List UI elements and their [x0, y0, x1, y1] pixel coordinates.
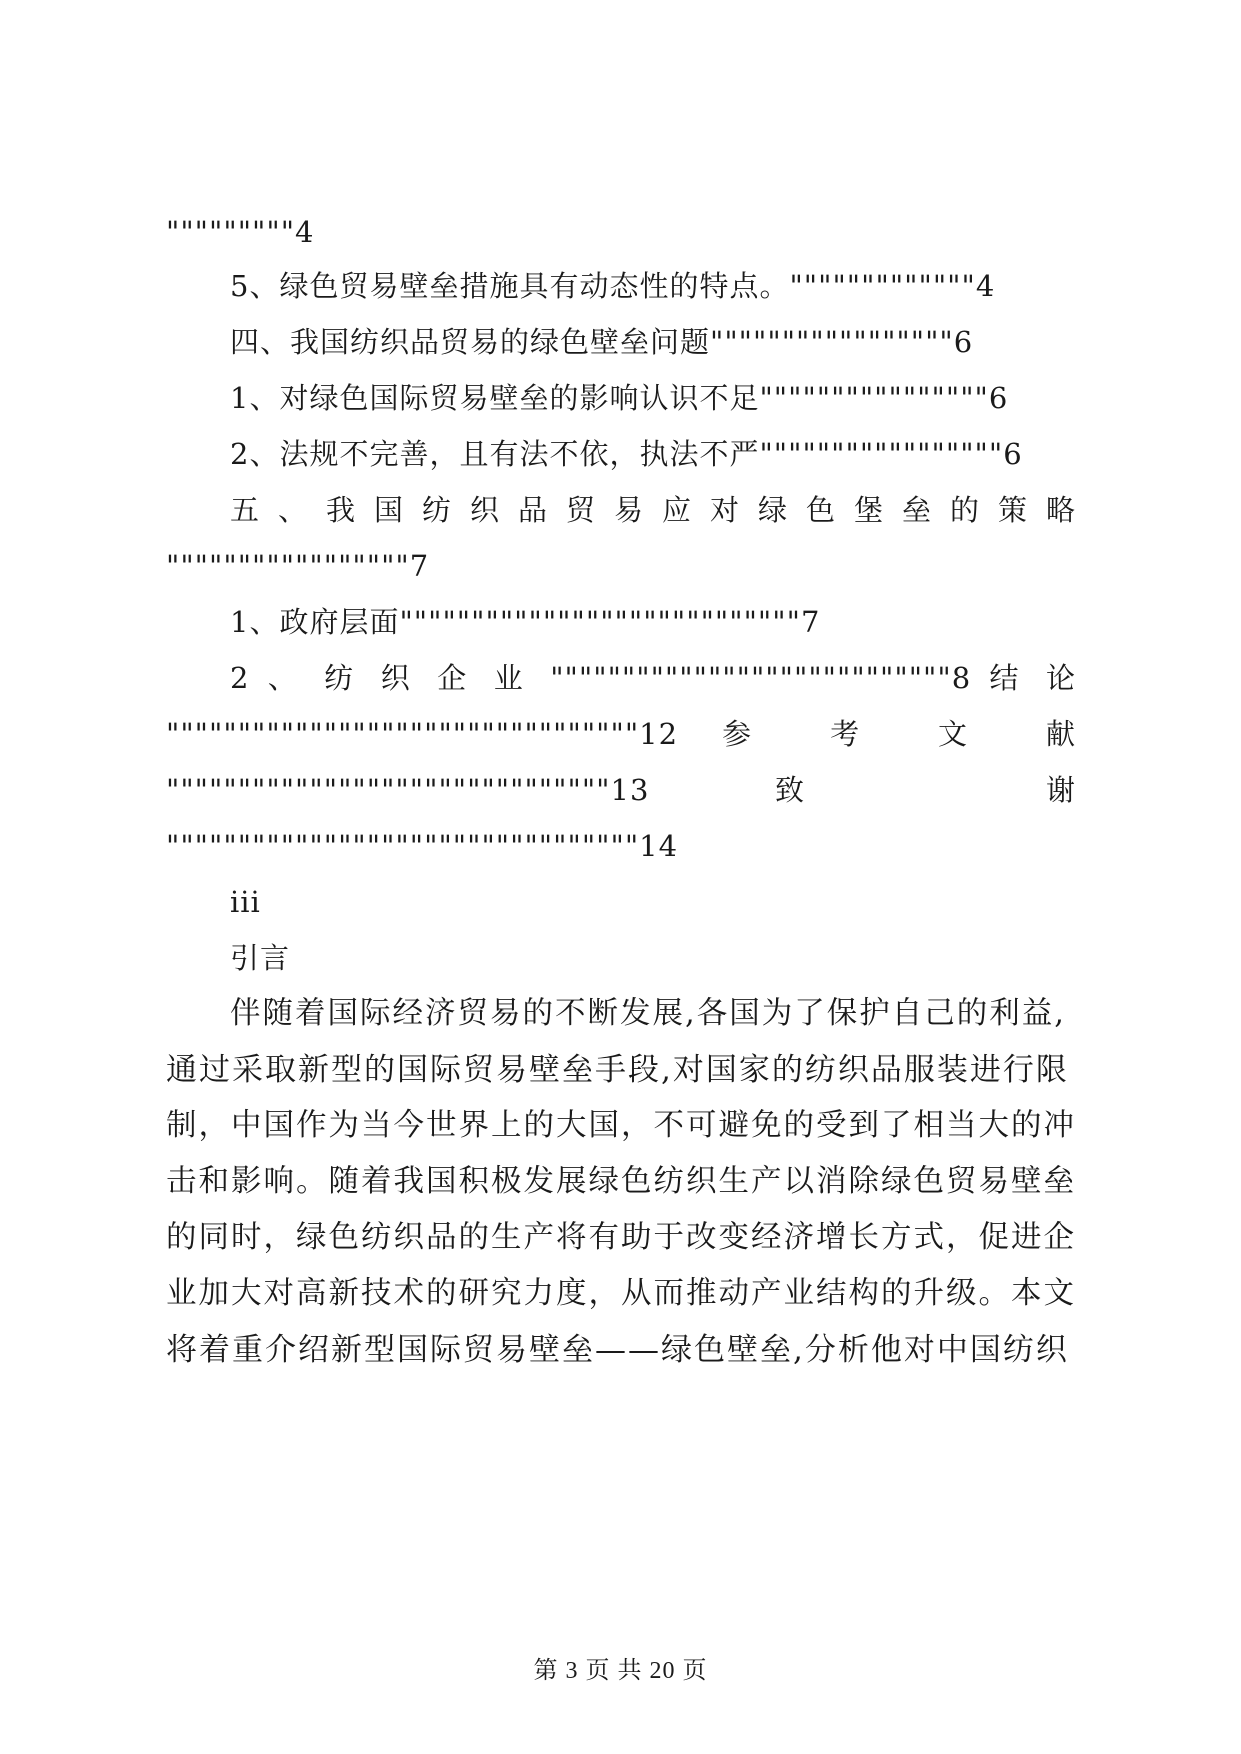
toc-line: """""""""4 [166, 215, 315, 249]
toc-line: 四、我国纺织品贸易的绿色壁垒问题"""""""""""""""""6 [230, 325, 974, 359]
toc-line: """""""""""""""""""""""""""""""""12 参 考 文 献 [166, 717, 1076, 751]
toc-line: 2、法规不完善，且有法不依，执法不严"""""""""""""""""6 [230, 437, 1023, 471]
paragraph-line: 制，中国作为当今世界上的大国，不可避免的受到了相当大的冲 [166, 1108, 1076, 1143]
toc-line: 五 、 我 国 纺 织 品 贸 易 应 对 绿 色 堡 垒 的 策 略 [230, 493, 1076, 527]
toc-line: 5、绿色贸易壁垒措施具有动态性的特点。"""""""""""""4 [230, 269, 996, 303]
toc-line: 2 、 纺 织 企 业 """"""""""""""""""""""""""""8 结 论 [230, 661, 1076, 695]
toc-line: """""""""""""""""""""""""""""""13 致 谢 [166, 773, 1076, 807]
paragraph-line: 通过采取新型的国际贸易壁垒手段,对国家的纺织品服装进行限 [166, 1052, 1069, 1088]
toc-line: """""""""""""""""""""""""""""""""14 [166, 829, 679, 863]
paragraph-line: 伴随着国际经济贸易的不断发展,各国为了保护自己的利益, [230, 996, 1066, 1031]
roman-page-number: iii [230, 885, 261, 919]
page-footer: 第 3 页 共 20 页 [533, 1658, 708, 1684]
toc-line: """""""""""""""""7 [166, 549, 430, 583]
toc-line: 1、政府层面""""""""""""""""""""""""""""7 [230, 605, 821, 639]
paragraph-line: 击和影响。随着我国积极发展绿色纺织生产以消除绿色贸易壁垒 [166, 1164, 1076, 1199]
section-heading: 引言 [230, 941, 291, 975]
toc-line: 1、对绿色国际贸易壁垒的影响认识不足""""""""""""""""6 [230, 381, 1009, 415]
paragraph-line: 的同时，绿色纺织品的生产将有助于改变经济增长方式，促进企 [166, 1220, 1076, 1255]
paragraph-line: 将着重介绍新型国际贸易壁垒——绿色壁垒,分析他对中国纺织 [166, 1332, 1069, 1368]
paragraph-line: 业加大对高新技术的研究力度，从而推动产业结构的升级。本文 [166, 1276, 1076, 1311]
